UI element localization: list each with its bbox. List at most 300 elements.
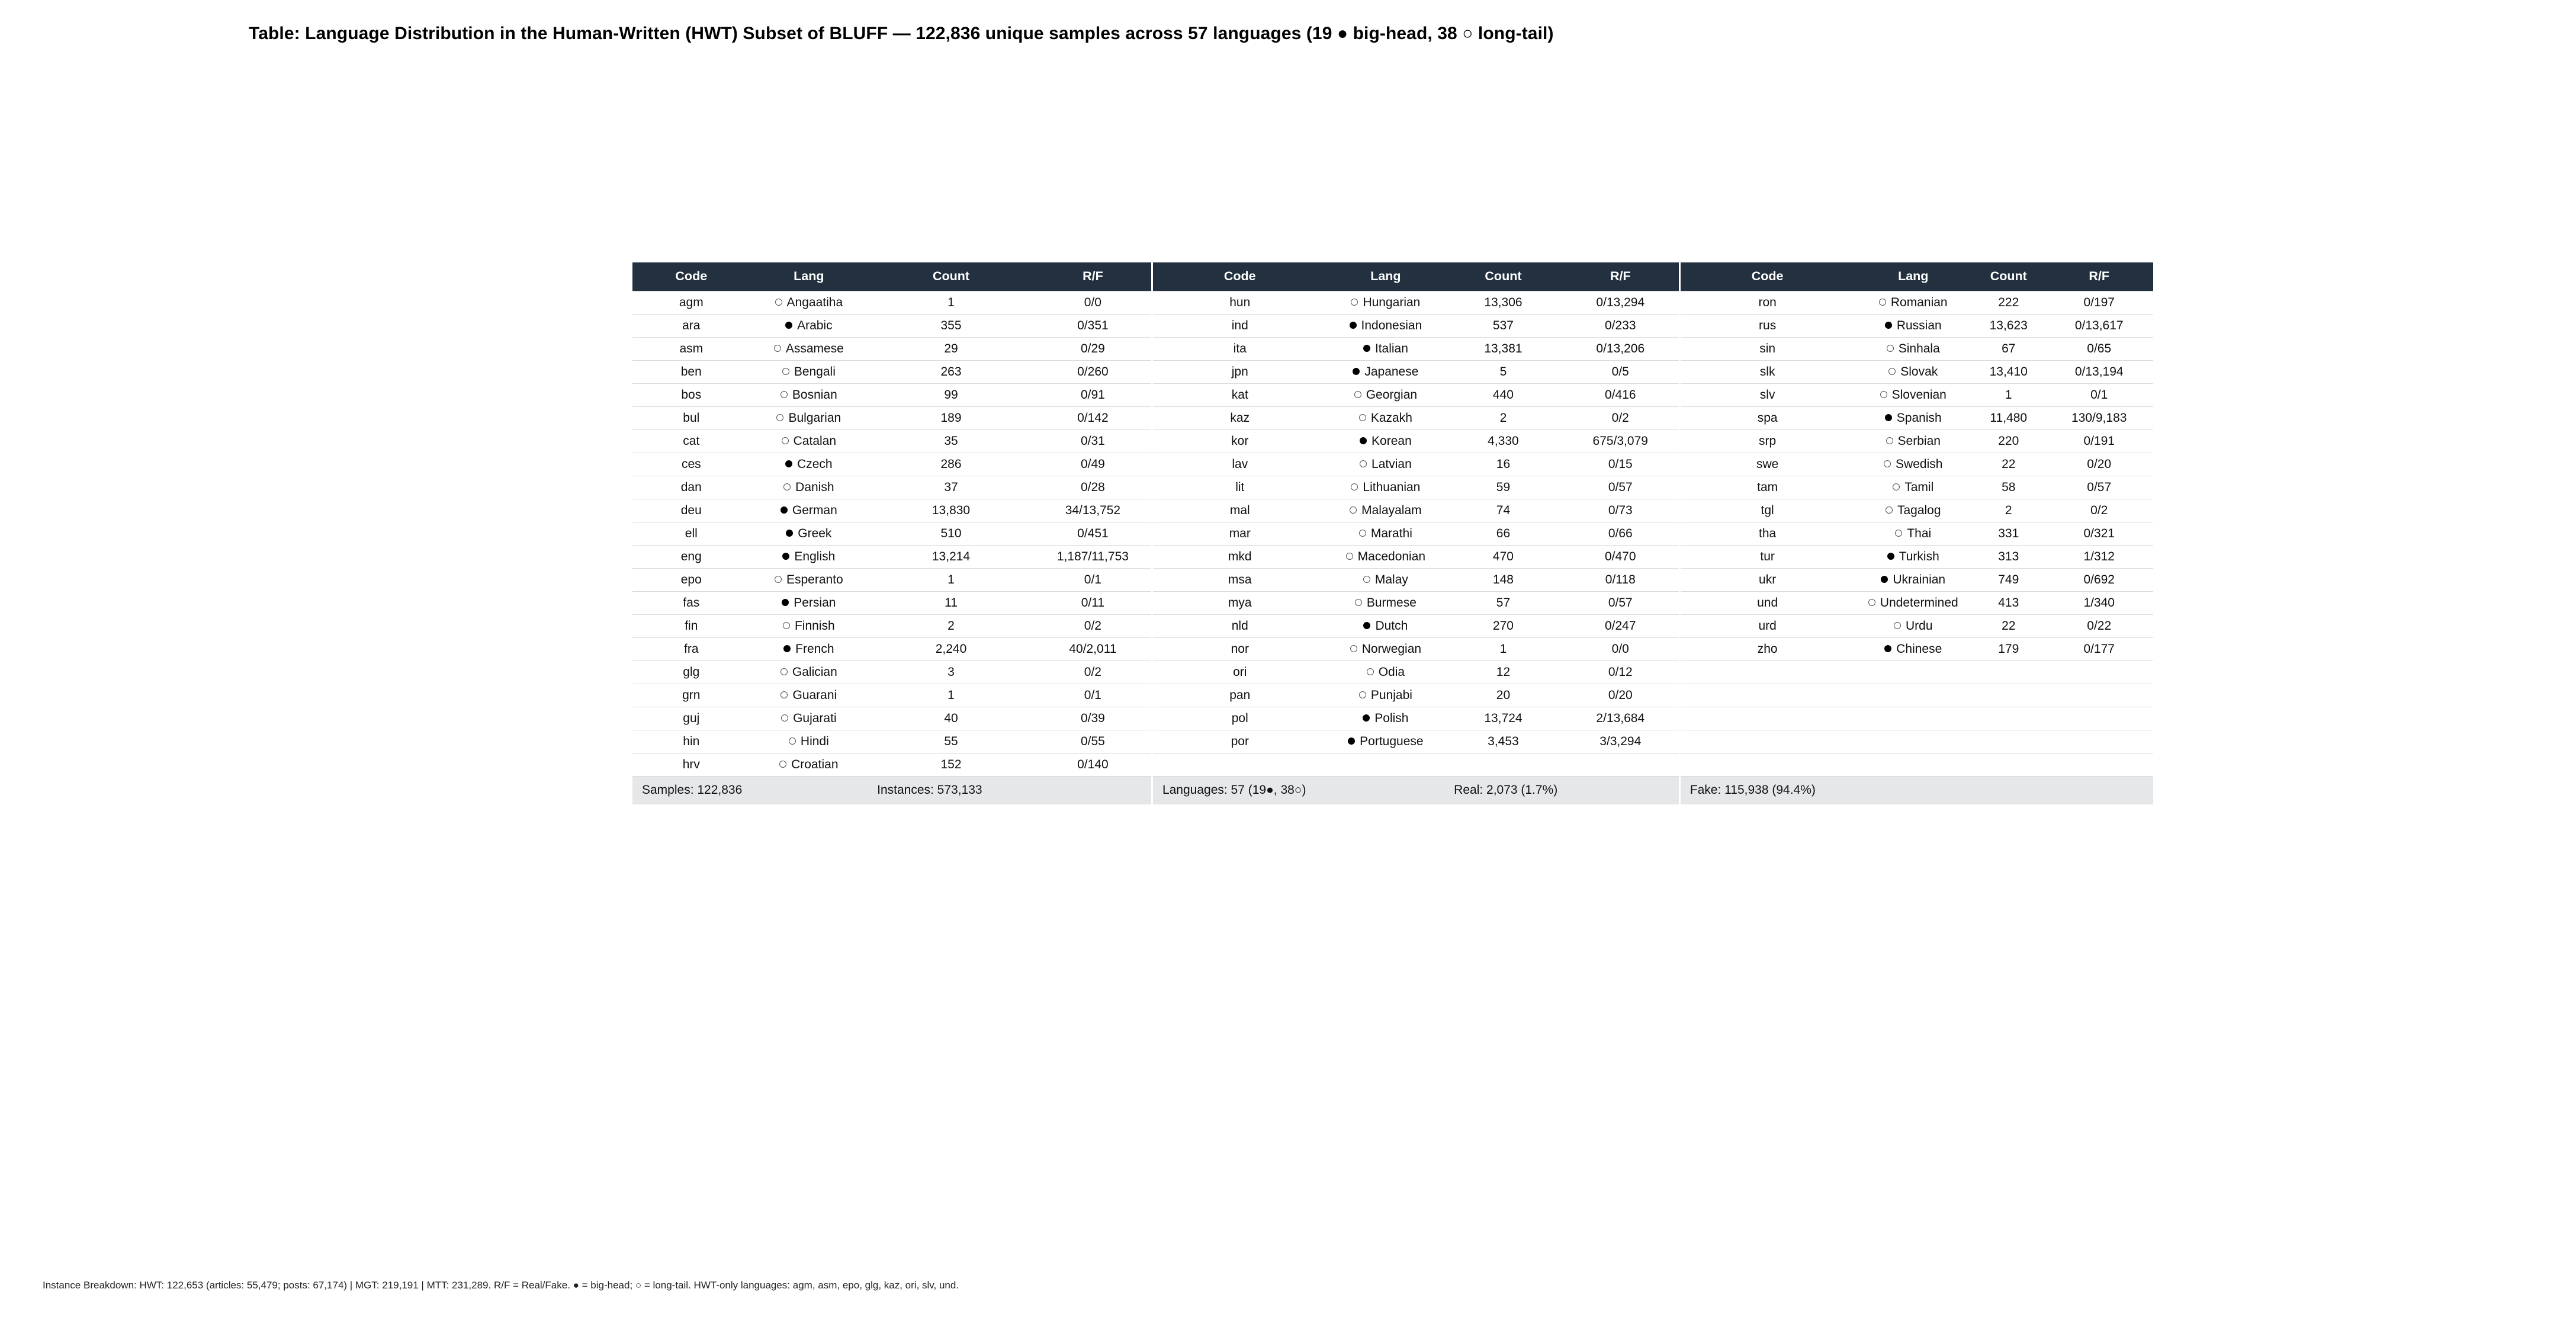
cell-code: srp	[1679, 430, 1854, 453]
cell-code: sin	[1679, 338, 1854, 361]
big-head-dot-icon	[1363, 345, 1370, 352]
lang-label: Norwegian	[1361, 642, 1422, 656]
page-title: Table: Language Distribution in the Human-Written (HWT) Subset of BLUFF — 122,836 unique samples across 57 languages (19 ● big-head, 38 ○ long-tail)	[249, 24, 1554, 43]
table-row	[632, 361, 2153, 384]
cell-count: 11,480	[1972, 407, 2045, 430]
cell-count: 13,724	[1444, 707, 1562, 730]
cell-code: ces	[632, 453, 750, 476]
cell-count: 66	[1444, 522, 1562, 546]
cell-code: spa	[1679, 407, 1854, 430]
table-row	[632, 684, 2153, 707]
lang-label: Romanian	[1890, 296, 1948, 309]
empty-dot-icon	[1907, 714, 1915, 722]
cell-lang	[750, 684, 868, 707]
cell-lang	[1327, 592, 1445, 615]
cell-lang	[1327, 522, 1445, 546]
language-distribution-table-container	[632, 262, 2153, 804]
lang-label: Gujarati	[793, 711, 837, 725]
long-tail-dot-icon	[1351, 483, 1358, 490]
long-tail-dot-icon	[1351, 299, 1358, 306]
cell-lang	[1327, 384, 1445, 407]
cell-real-fake: 0/118	[1562, 569, 1680, 592]
cell-count: 152	[868, 754, 1035, 777]
long-tail-dot-icon	[1346, 553, 1353, 560]
cell-lang	[1854, 361, 1972, 384]
cell-count: 29	[868, 338, 1035, 361]
cell-code: mya	[1152, 592, 1326, 615]
cell-lang	[750, 730, 868, 754]
cell-code	[1152, 754, 1326, 777]
cell-code: mal	[1152, 499, 1326, 522]
table-row	[632, 384, 2153, 407]
cell-count: 148	[1444, 569, 1562, 592]
cell-count: 189	[868, 407, 1035, 430]
table-row	[632, 315, 2153, 338]
empty-dot-icon	[1907, 761, 1915, 768]
cell-code	[1679, 730, 1854, 754]
cell-lang	[1327, 754, 1445, 777]
cell-count: 2	[1972, 499, 2045, 522]
cell-real-fake: 0/416	[1562, 384, 1680, 407]
cell-code: nld	[1152, 615, 1326, 638]
cell-real-fake: 0/1	[1035, 684, 1152, 707]
cell-lang	[750, 592, 868, 615]
cell-real-fake: 0/191	[2045, 430, 2153, 453]
cell-count: 3,453	[1444, 730, 1562, 754]
cell-lang	[750, 522, 868, 546]
table-row	[632, 476, 2153, 499]
cell-code: agm	[632, 291, 750, 315]
lang-label: Malay	[1374, 573, 1408, 586]
lang-label: Slovenian	[1891, 388, 1947, 402]
cell-real-fake: 0/260	[1035, 361, 1152, 384]
big-head-dot-icon	[1350, 322, 1357, 329]
big-head-dot-icon	[1348, 738, 1355, 745]
cell-count: 13,306	[1444, 291, 1562, 315]
cell-code: ara	[632, 315, 750, 338]
lang-label: Serbian	[1897, 434, 1941, 448]
lang-label: Macedonian	[1357, 550, 1426, 563]
table-row	[632, 430, 2153, 453]
cell-real-fake: 0/1	[2045, 384, 2153, 407]
cell-count: 1	[1972, 384, 2045, 407]
lang-label: Korean	[1371, 434, 1412, 448]
cell-count: 5	[1444, 361, 1562, 384]
lang-label: Latvian	[1371, 457, 1412, 471]
cell-lang	[750, 499, 868, 522]
header-rf-1: R/F	[1035, 262, 1152, 291]
long-tail-dot-icon	[1887, 345, 1894, 352]
cell-code: kat	[1152, 384, 1326, 407]
lang-label: Georgian	[1366, 388, 1418, 402]
cell-count: 749	[1972, 569, 2045, 592]
summary-instances: Instances: 573,133	[868, 777, 1152, 805]
lang-label: Czech	[797, 457, 833, 471]
lang-label: Spanish	[1896, 411, 1942, 425]
cell-code	[1679, 707, 1854, 730]
header-code-3: Code	[1679, 262, 1854, 291]
long-tail-dot-icon	[1895, 530, 1902, 537]
lang-label: Finnish	[794, 619, 835, 633]
cell-real-fake: 0/2	[1035, 661, 1152, 684]
long-tail-dot-icon	[1355, 599, 1362, 606]
table-row	[632, 453, 2153, 476]
lang-label: Tamil	[1904, 480, 1934, 494]
lang-label: Urdu	[1905, 619, 1933, 633]
cell-code: tgl	[1679, 499, 1854, 522]
cell-lang	[750, 661, 868, 684]
long-tail-dot-icon	[1359, 530, 1366, 537]
cell-lang	[1327, 361, 1445, 384]
cell-lang	[1327, 615, 1445, 638]
long-tail-dot-icon	[1879, 299, 1886, 306]
cell-count: 537	[1444, 315, 1562, 338]
lang-label: Croatian	[791, 758, 839, 771]
cell-count: 2	[868, 615, 1035, 638]
long-tail-dot-icon	[780, 668, 788, 675]
long-tail-dot-icon	[1350, 506, 1357, 514]
cell-code: cat	[632, 430, 750, 453]
summary-samples: Samples: 122,836	[632, 777, 868, 805]
cell-lang	[1854, 453, 1972, 476]
cell-count: 286	[868, 453, 1035, 476]
cell-count: 470	[1444, 546, 1562, 569]
lang-label: Malayalam	[1361, 504, 1422, 517]
big-head-dot-icon	[1881, 576, 1888, 583]
cell-code: por	[1152, 730, 1326, 754]
cell-real-fake: 0/140	[1035, 754, 1152, 777]
cell-real-fake: 0/13,206	[1562, 338, 1680, 361]
cell-code: swe	[1679, 453, 1854, 476]
cell-lang	[1854, 476, 1972, 499]
lang-label: Catalan	[793, 434, 837, 448]
cell-code: tur	[1679, 546, 1854, 569]
cell-count: 1	[868, 684, 1035, 707]
cell-lang	[1854, 430, 1972, 453]
cell-lang	[1854, 684, 1972, 707]
cell-lang	[750, 615, 868, 638]
cell-lang	[1327, 684, 1445, 707]
cell-code	[1679, 754, 1854, 777]
footnote: Instance Breakdown: HWT: 122,653 (articles: 55,479; posts: 67,174) | MGT: 219,191 | MTT: 231,289. R/F = Real/Fake. ● = big-head; ○ = long-tail. HWT-only languages: agm, asm, epo, glg, kaz, ori, slv, und.	[43, 1280, 959, 1291]
cell-count	[1972, 754, 2045, 777]
long-tail-dot-icon	[783, 622, 790, 629]
cell-count: 2,240	[868, 638, 1035, 661]
cell-lang	[1854, 291, 1972, 315]
cell-code: kor	[1152, 430, 1326, 453]
cell-code: ukr	[1679, 569, 1854, 592]
big-head-dot-icon	[785, 460, 792, 467]
table-row	[632, 592, 2153, 615]
table-row	[632, 615, 2153, 638]
cell-real-fake	[2045, 661, 2153, 684]
cell-real-fake: 0/57	[2045, 476, 2153, 499]
big-head-dot-icon	[783, 645, 791, 652]
cell-real-fake: 0/73	[1562, 499, 1680, 522]
lang-label: Indonesian	[1361, 319, 1422, 332]
lang-label: Sinhala	[1898, 342, 1940, 355]
cell-real-fake: 0/20	[1562, 684, 1680, 707]
cell-count: 2	[1444, 407, 1562, 430]
table-body	[632, 291, 2153, 777]
cell-real-fake: 0/692	[2045, 569, 2153, 592]
cell-lang	[750, 476, 868, 499]
big-head-dot-icon	[780, 506, 788, 514]
cell-code: ben	[632, 361, 750, 384]
cell-lang	[750, 707, 868, 730]
cell-count: 413	[1972, 592, 2045, 615]
cell-real-fake: 0/13,294	[1562, 291, 1680, 315]
cell-count: 220	[1972, 430, 2045, 453]
cell-count: 1	[868, 569, 1035, 592]
cell-lang	[1854, 754, 1972, 777]
cell-real-fake: 0/55	[1035, 730, 1152, 754]
cell-code	[1679, 661, 1854, 684]
cell-lang	[750, 453, 868, 476]
header-count-2: Count	[1444, 262, 1562, 291]
cell-lang	[1327, 476, 1445, 499]
cell-code: mkd	[1152, 546, 1326, 569]
cell-code: lav	[1152, 453, 1326, 476]
cell-count: 58	[1972, 476, 2045, 499]
lang-label: Russian	[1896, 319, 1942, 332]
summary-languages: Languages: 57 (19●, 38○)	[1152, 777, 1444, 805]
cell-count: 13,623	[1972, 315, 2045, 338]
cell-code: mar	[1152, 522, 1326, 546]
table-summary-row	[632, 777, 2153, 805]
cell-lang	[1854, 592, 1972, 615]
cell-count	[1972, 730, 2045, 754]
lang-label: Kazakh	[1370, 411, 1412, 425]
lang-label: Polish	[1374, 711, 1409, 725]
cell-code: ori	[1152, 661, 1326, 684]
lang-label: Hungarian	[1363, 296, 1421, 309]
cell-count: 22	[1972, 615, 2045, 638]
cell-count: 99	[868, 384, 1035, 407]
cell-code: hun	[1152, 291, 1326, 315]
cell-code: jpn	[1152, 361, 1326, 384]
empty-dot-icon	[1907, 691, 1915, 698]
cell-real-fake: 0/351	[1035, 315, 1152, 338]
long-tail-dot-icon	[782, 368, 789, 375]
cell-real-fake: 0/470	[1562, 546, 1680, 569]
long-tail-dot-icon	[774, 345, 781, 352]
table-row	[632, 569, 2153, 592]
cell-lang	[750, 291, 868, 315]
cell-real-fake: 0/451	[1035, 522, 1152, 546]
cell-lang	[750, 430, 868, 453]
cell-code: fas	[632, 592, 750, 615]
long-tail-dot-icon	[1886, 506, 1893, 514]
cell-code: ell	[632, 522, 750, 546]
table-row	[632, 291, 2153, 315]
cell-code: msa	[1152, 569, 1326, 592]
cell-code	[1679, 684, 1854, 707]
lang-label: Undetermined	[1880, 596, 1958, 610]
cell-lang	[1854, 546, 1972, 569]
cell-count	[1444, 754, 1562, 777]
table-row	[632, 338, 2153, 361]
cell-real-fake: 0/28	[1035, 476, 1152, 499]
cell-lang	[1854, 499, 1972, 522]
cell-real-fake	[2045, 707, 2153, 730]
cell-count: 1	[868, 291, 1035, 315]
lang-label: Ukrainian	[1893, 573, 1946, 586]
header-rf-2: R/F	[1562, 262, 1680, 291]
long-tail-dot-icon	[789, 738, 796, 745]
table-row	[632, 499, 2153, 522]
cell-count: 40	[868, 707, 1035, 730]
cell-lang	[750, 384, 868, 407]
long-tail-dot-icon	[1354, 391, 1361, 398]
lang-label: Persian	[794, 596, 836, 610]
cell-count: 4,330	[1444, 430, 1562, 453]
summary-fake: Fake: 115,938 (94.4%)	[1679, 777, 2153, 805]
cell-real-fake: 0/15	[1562, 453, 1680, 476]
table-row	[632, 754, 2153, 777]
long-tail-dot-icon	[1367, 668, 1374, 675]
big-head-dot-icon	[782, 599, 789, 606]
cell-real-fake: 0/31	[1035, 430, 1152, 453]
cell-code: fin	[632, 615, 750, 638]
long-tail-dot-icon	[1888, 368, 1896, 375]
cell-code: dan	[632, 476, 750, 499]
header-lang-2: Lang	[1327, 262, 1445, 291]
cell-code: glg	[632, 661, 750, 684]
cell-lang	[1327, 315, 1445, 338]
cell-real-fake: 34/13,752	[1035, 499, 1152, 522]
cell-count: 11	[868, 592, 1035, 615]
long-tail-dot-icon	[1359, 414, 1366, 421]
lang-label: Bosnian	[792, 388, 837, 402]
cell-real-fake: 0/0	[1035, 291, 1152, 315]
cell-count: 13,410	[1972, 361, 2045, 384]
big-head-dot-icon	[1885, 414, 1892, 421]
cell-lang	[1327, 430, 1445, 453]
cell-count	[1972, 661, 2045, 684]
cell-code: ita	[1152, 338, 1326, 361]
cell-real-fake: 0/20	[2045, 453, 2153, 476]
long-tail-dot-icon	[1350, 645, 1357, 652]
cell-code: kaz	[1152, 407, 1326, 430]
cell-real-fake: 0/22	[2045, 615, 2153, 638]
cell-real-fake: 0/57	[1562, 592, 1680, 615]
cell-lang	[1854, 707, 1972, 730]
big-head-dot-icon	[1353, 368, 1360, 375]
lang-label: Arabic	[797, 319, 833, 332]
cell-real-fake	[2045, 730, 2153, 754]
long-tail-dot-icon	[780, 691, 788, 698]
cell-real-fake	[2045, 754, 2153, 777]
cell-count: 13,830	[868, 499, 1035, 522]
cell-real-fake: 0/0	[1562, 638, 1680, 661]
cell-lang	[1854, 638, 1972, 661]
long-tail-dot-icon	[1880, 391, 1887, 398]
cell-code: pol	[1152, 707, 1326, 730]
big-head-dot-icon	[1887, 553, 1894, 560]
empty-dot-icon	[1380, 761, 1387, 768]
lang-label: French	[795, 642, 834, 656]
header-count-3: Count	[1972, 262, 2045, 291]
table-row	[632, 407, 2153, 430]
cell-code: rus	[1679, 315, 1854, 338]
cell-count: 440	[1444, 384, 1562, 407]
cell-real-fake: 0/2	[1562, 407, 1680, 430]
cell-code: ind	[1152, 315, 1326, 338]
table-header-row	[632, 262, 2153, 291]
cell-count: 3	[868, 661, 1035, 684]
cell-code: tha	[1679, 522, 1854, 546]
summary-real: Real: 2,073 (1.7%)	[1444, 777, 1679, 805]
long-tail-dot-icon	[781, 714, 788, 722]
cell-count: 270	[1444, 615, 1562, 638]
header-code-2: Code	[1152, 262, 1326, 291]
cell-code: fra	[632, 638, 750, 661]
cell-lang	[1327, 730, 1445, 754]
lang-label: Burmese	[1366, 596, 1417, 610]
lang-label: Turkish	[1899, 550, 1939, 563]
lang-label: Danish	[795, 480, 834, 494]
header-code-1: Code	[632, 262, 750, 291]
cell-code: hin	[632, 730, 750, 754]
cell-count: 355	[868, 315, 1035, 338]
cell-code: bos	[632, 384, 750, 407]
cell-lang	[1327, 338, 1445, 361]
lang-label: Greek	[798, 527, 832, 540]
long-tail-dot-icon	[783, 483, 791, 490]
cell-code: eng	[632, 546, 750, 569]
cell-real-fake: 0/91	[1035, 384, 1152, 407]
lang-label: Bulgarian	[788, 411, 841, 425]
long-tail-dot-icon	[775, 576, 782, 583]
long-tail-dot-icon	[780, 391, 788, 398]
cell-code: pan	[1152, 684, 1326, 707]
cell-count: 35	[868, 430, 1035, 453]
cell-lang	[750, 407, 868, 430]
cell-real-fake: 0/233	[1562, 315, 1680, 338]
long-tail-dot-icon	[1884, 460, 1891, 467]
cell-lang	[1854, 522, 1972, 546]
lang-label: Thai	[1907, 527, 1932, 540]
lang-label: Japanese	[1364, 365, 1419, 379]
cell-real-fake: 0/5	[1562, 361, 1680, 384]
lang-label: Guarani	[792, 688, 837, 702]
cell-count: 20	[1444, 684, 1562, 707]
lang-label: Esperanto	[786, 573, 843, 586]
cell-lang	[1327, 707, 1445, 730]
lang-label: Odia	[1378, 665, 1405, 679]
cell-code: und	[1679, 592, 1854, 615]
cell-lang	[1327, 407, 1445, 430]
cell-code: bul	[632, 407, 750, 430]
lang-label: Punjabi	[1370, 688, 1412, 702]
table-row	[632, 546, 2153, 569]
cell-count: 313	[1972, 546, 2045, 569]
cell-real-fake: 40/2,011	[1035, 638, 1152, 661]
cell-code: ron	[1679, 291, 1854, 315]
cell-count	[1972, 707, 2045, 730]
cell-count: 59	[1444, 476, 1562, 499]
big-head-dot-icon	[786, 530, 793, 537]
table-row	[632, 522, 2153, 546]
lang-label: Chinese	[1896, 642, 1942, 656]
cell-code: slv	[1679, 384, 1854, 407]
cell-lang	[1854, 615, 1972, 638]
cell-real-fake	[1562, 754, 1680, 777]
lang-label: Galician	[792, 665, 837, 679]
long-tail-dot-icon	[776, 414, 783, 421]
cell-code: deu	[632, 499, 750, 522]
